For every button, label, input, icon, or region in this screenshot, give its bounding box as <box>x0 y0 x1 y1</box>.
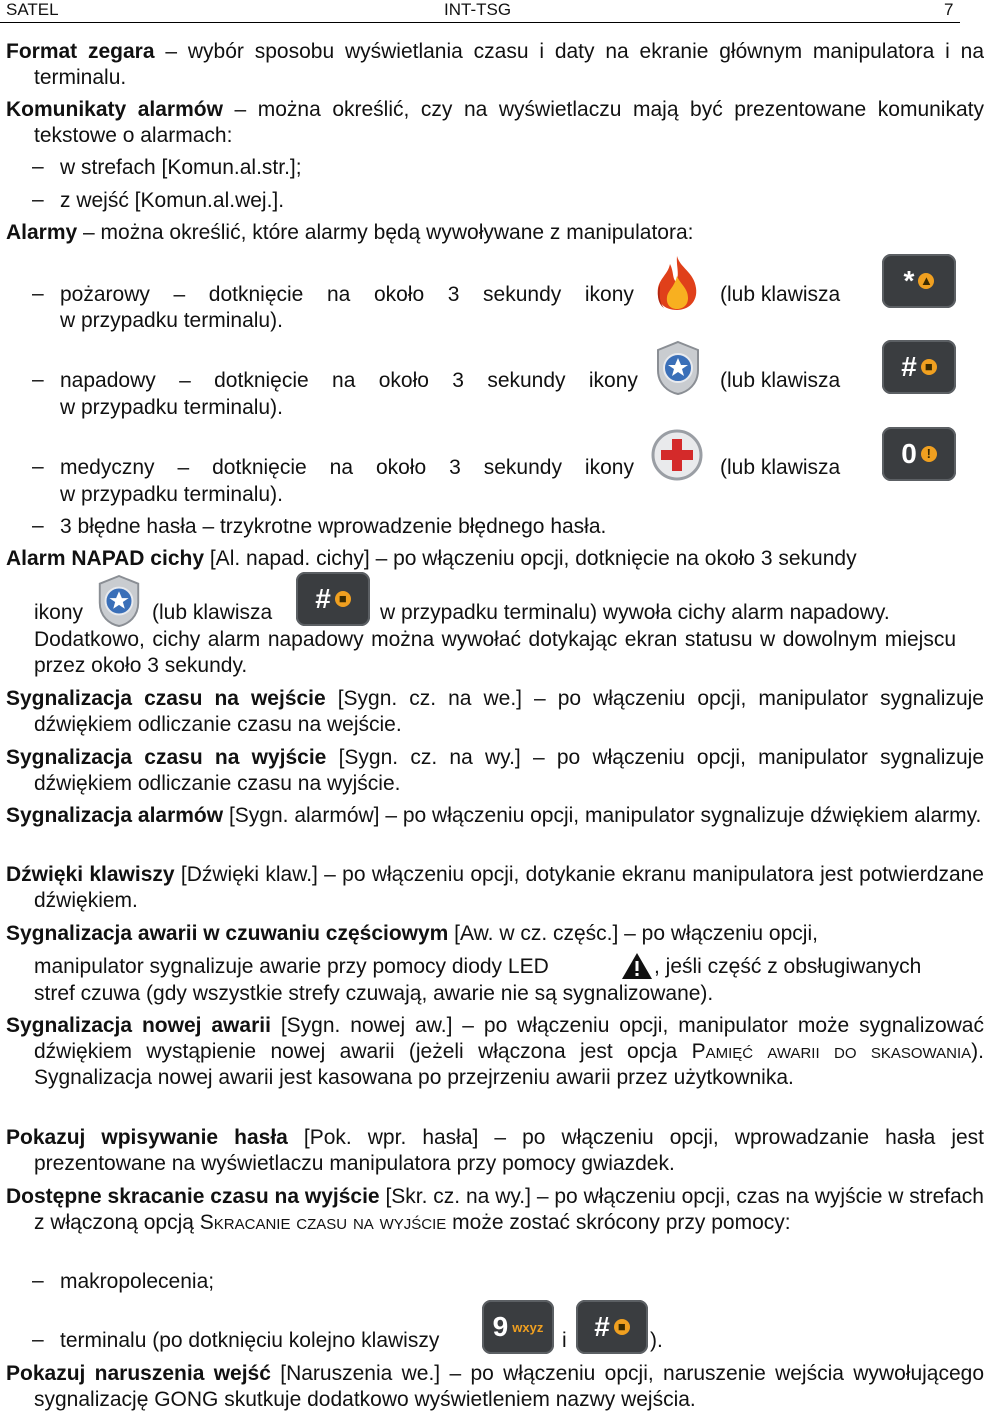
para-naruszenia <box>6 1361 984 1413</box>
para-sygn-awarii-line1 <box>6 921 956 947</box>
word: ikony <box>584 456 634 479</box>
list-item: z wejść [Komun.al.wej.]. <box>60 189 285 212</box>
desc: [Sygn. cz. na we.] – po włączeniu opcji, manipulator sygnalizuje dźwiękiem odliczanie czasu na wejście. <box>34 687 984 736</box>
list-item: terminalu (po dotknięciu kolejno klawiszy <box>60 1329 440 1352</box>
word: ikony <box>588 369 638 392</box>
para-skracanie <box>6 1184 984 1236</box>
word: około <box>378 369 429 392</box>
police-badge-icon[interactable] <box>94 574 144 628</box>
dash: – <box>32 1328 44 1351</box>
word: na <box>332 369 356 392</box>
word: dotknięcie <box>214 369 309 392</box>
hash-key[interactable] <box>296 572 370 626</box>
star-key[interactable] <box>882 254 956 308</box>
text-i: i <box>562 1329 567 1352</box>
word: pożarowy <box>60 283 150 306</box>
page-header <box>0 0 960 23</box>
para-komunikaty-alarmow <box>6 97 984 149</box>
para-pokazuj-haslo <box>6 1125 984 1177</box>
police-badge-icon[interactable] <box>652 340 704 396</box>
para-alarm-napad-line1 <box>6 546 956 572</box>
para-sygn-wyjscie <box>6 745 984 797</box>
fire-icon[interactable] <box>650 254 704 312</box>
desc: [Pok. wpr. hasła] – po włączeniu opcji, wprowadzanie hasła jest prezentowane na wyświetlaczu manipulatora przy pomocy gwiazdek. <box>34 1126 984 1175</box>
zero-key[interactable] <box>882 427 956 481</box>
term: Pokazuj wpisywanie hasła <box>6 1126 288 1149</box>
key-sublabel: wxyz <box>512 1319 544 1335</box>
word: sekundy <box>483 456 562 479</box>
term: Sygnalizacja czasu na wejście <box>6 687 326 710</box>
alert-dot-icon: ! <box>921 446 937 462</box>
list-item-cont: w przypadku terminalu). <box>60 396 283 419</box>
desc: [Al. napad. cichy] – po włączeniu opcji, dotknięcie na około 3 sekundy <box>204 547 857 570</box>
key-label: * <box>903 265 915 296</box>
term: Dostępne skracanie czasu na wyjście <box>6 1185 380 1208</box>
header-page-number: 7 <box>944 0 954 19</box>
key-label: 0 <box>901 438 917 469</box>
term: Sygnalizacja alarmów <box>6 804 224 827</box>
word: – <box>179 369 191 392</box>
desc: – wybór sposobu wyświetlania czasu i daty na ekranie głównym manipulatora i na terminalu. <box>34 40 984 89</box>
desc: [Sygn. alarmów] – po włączeniu opcji, manipulator sygnalizuje dźwiękiem alarmy. <box>223 804 982 827</box>
term: Alarmy <box>6 221 78 244</box>
text-terminal: w przypadku terminalu) wywoła cichy alarm napadowy. <box>380 601 890 624</box>
para-nowej-awarii <box>6 1013 984 1091</box>
key-hint: (lub klawisza <box>720 369 841 392</box>
para-dzwieki-klawiszy <box>6 862 984 914</box>
para-alarmy <box>6 220 956 246</box>
badge-dot-icon: ■ <box>614 1319 630 1335</box>
desc: – można określić, które alarmy będą wywoływane z manipulatora: <box>77 221 694 244</box>
desc: [Sygn. nowej aw.] – po włączeniu opcji, manipulator może sygnalizować dźwiękiem wystąpienie nowej awarii (jeżeli włączona jest opcja <box>34 1014 984 1063</box>
term: Format zegara <box>6 40 155 63</box>
dash: – <box>32 188 44 211</box>
term: Dźwięki klawiszy <box>6 863 175 886</box>
nine-key[interactable] <box>482 1300 554 1354</box>
desc: – można określić, czy na wyświetlaczu mają być prezentowane komunikaty tekstowe o alarmach: <box>34 98 984 147</box>
dash: – <box>32 368 44 391</box>
alarm-item-police <box>60 368 638 394</box>
alarm-item-fire <box>60 282 634 308</box>
para-format-zegara <box>6 39 984 91</box>
header-brand: SATEL <box>6 0 59 19</box>
list-item: 3 błędne hasła – trzykrotne wprowadzenie błędnego hasła. <box>60 515 607 538</box>
term: Alarm NAPAD cichy <box>6 547 205 570</box>
key-hint: (lub klawisza <box>720 456 841 479</box>
key-label: # <box>315 583 331 614</box>
hash-key[interactable] <box>576 1300 648 1354</box>
text-led: manipulator sygnalizuje awarie przy pomocy diody LED <box>34 955 549 978</box>
text-jesli: , jeśli część z obsługiwanych <box>654 955 922 978</box>
desc: [Aw. w cz. częśc.] – po włączeniu opcji, <box>448 922 818 945</box>
warning-triangle-icon <box>620 951 654 981</box>
term: Sygnalizacja nowej awarii <box>6 1014 271 1037</box>
term: Sygnalizacja awarii w czuwaniu częściowym <box>6 922 449 945</box>
text-ikony: ikony <box>34 601 84 624</box>
para-sygn-awarii-line3: stref czuwa (gdy wszystkie strefy czuwają, awarie nie są sygnalizowane). <box>34 982 714 1005</box>
text-lub-klawisza: (lub klawisza <box>152 601 273 624</box>
desc: [Dźwięki klaw.] – po włączeniu opcji, dotykanie ekranu manipulatora jest potwierdzane dźwiękiem. <box>34 863 984 912</box>
desc: [Skr. cz. na wy.] – po włączeniu opcji, czas na wyjście w strefach z włączoną opcją <box>34 1185 984 1234</box>
flame-dot-icon: ▲ <box>920 273 933 288</box>
word: ikony <box>584 283 634 306</box>
desc: [Naruszenia we.] – po włączeniu opcji, naruszenie wejścia wywołującego sygnalizację GONG skutkuje dodatkowo wyświetleniem nazwy wejścia. <box>34 1362 984 1411</box>
word: dotknięcie <box>212 456 307 479</box>
key-label: # <box>901 351 917 382</box>
option-name: Skracanie czasu na wyjście <box>199 1211 447 1234</box>
word: dotknięcie <box>208 283 304 306</box>
dash: – <box>32 514 44 537</box>
word: 3 <box>447 283 460 306</box>
term: Pokazuj naruszenia wejść <box>6 1362 271 1385</box>
alarm-item-medical <box>60 455 634 481</box>
word: medyczny <box>60 456 155 479</box>
word: sekundy <box>483 283 562 306</box>
term: Sygnalizacja czasu na wyjście <box>6 746 327 769</box>
key-label: 9 <box>492 1311 509 1342</box>
medical-cross-icon[interactable] <box>650 428 704 482</box>
term: Komunikaty alarmów <box>6 98 223 121</box>
badge-dot-icon: ■ <box>921 359 937 375</box>
word: 3 <box>452 369 464 392</box>
dash: – <box>32 455 44 478</box>
para-sygn-alarmow <box>6 803 984 829</box>
desc-tail: może zostać skrócony przy pomocy: <box>446 1211 791 1234</box>
list-item: w strefach [Komun.al.str.]; <box>60 156 302 179</box>
list-item-cont: w przypadku terminalu). <box>60 483 283 506</box>
desc: [Sygn. cz. na wy.] – po włączeniu opcji, manipulator sygnalizuje dźwiękiem odliczanie czasu na wyjście. <box>34 746 984 795</box>
word: – <box>177 456 190 479</box>
badge-dot-icon: ■ <box>335 591 351 607</box>
dash: – <box>32 1269 44 1292</box>
header-title: INT-TSG <box>444 0 512 19</box>
option-name: Pamięć awarii do skasowania <box>691 1040 972 1063</box>
list-item-cont: w przypadku terminalu). <box>60 309 283 332</box>
word: sekundy <box>487 369 566 392</box>
desc-tail: ). Sygnalizacja nowej awarii jest kasowana po przejrzeniu awarii przez użytkownika. <box>34 1040 984 1089</box>
word: – <box>173 283 186 306</box>
word: na <box>326 283 351 306</box>
key-label: # <box>594 1311 610 1342</box>
word: napadowy <box>60 369 156 392</box>
list-item: makropolecenia; <box>60 1270 215 1293</box>
word: na <box>329 456 353 479</box>
dash: – <box>32 282 44 305</box>
dash: – <box>32 155 44 178</box>
para-sygn-wejscie <box>6 686 984 738</box>
para-alarm-napad-line3: Dodatkowo, cichy alarm napadowy można wywołać dotykając ekran statusu w dowolnym miejscu przez około 3 sekundy. <box>34 628 956 677</box>
word: około <box>375 456 427 479</box>
word: 3 <box>449 456 461 479</box>
word: około <box>373 283 425 306</box>
key-hint: (lub klawisza <box>720 283 841 306</box>
hash-key[interactable] <box>882 340 956 394</box>
text-close: ). <box>650 1329 663 1352</box>
